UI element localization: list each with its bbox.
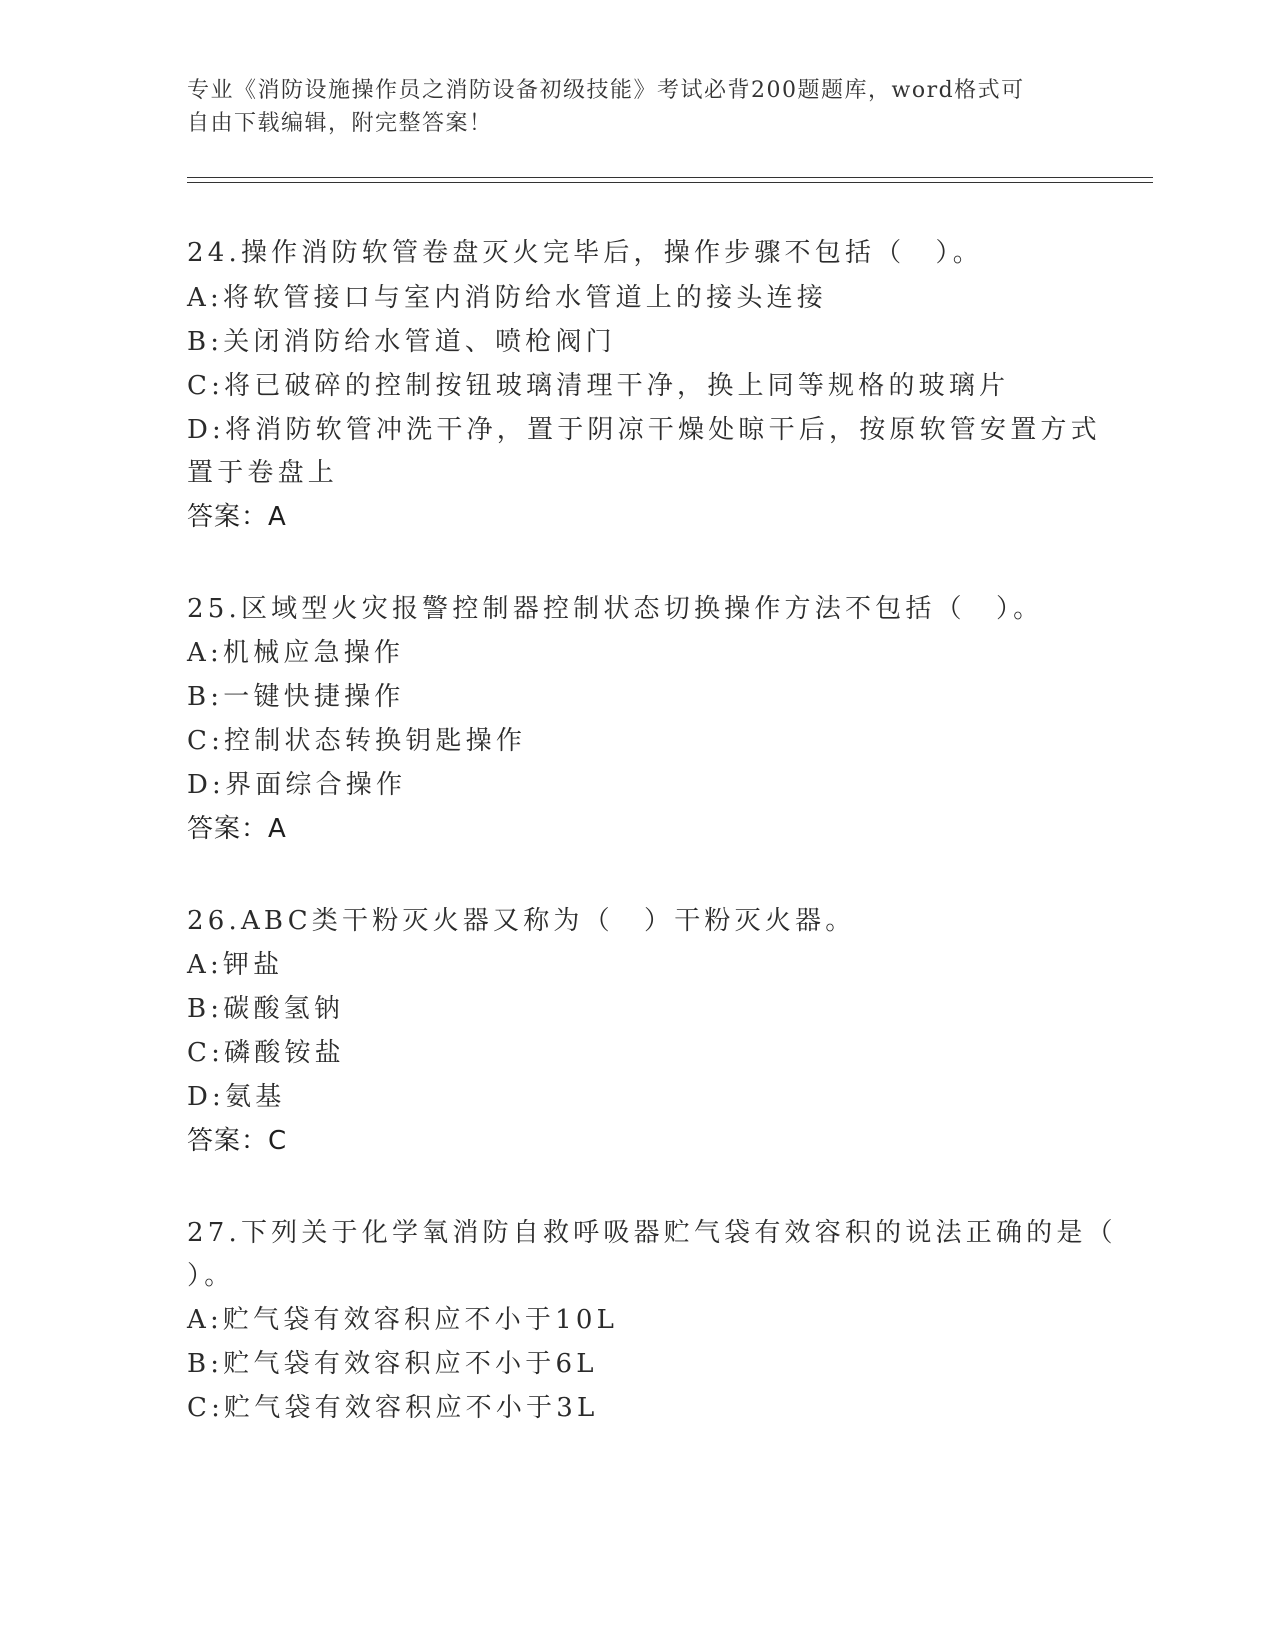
- question-24-option-d-continued: 置于卷盘上: [187, 458, 339, 488]
- question-24-option-a: A:将软管接口与室内消防给水管道上的接头连接: [187, 283, 827, 313]
- question-27-stem-continued: ）。: [187, 1261, 235, 1291]
- header-divider-top: [187, 177, 1153, 178]
- header-divider-bottom: [187, 182, 1153, 183]
- question-26-stem: 26.ABC类干粉灭火器又称为（ ）干粉灭火器。: [187, 906, 856, 936]
- header-line-1: 专业《消防设施操作员之消防设备初级技能》考试必背200题题库，word格式可: [187, 78, 1025, 103]
- question-26-option-d: D:氨基: [187, 1082, 286, 1112]
- document-header: [187, 74, 1067, 140]
- question-25-answer: 答案：A: [187, 814, 287, 844]
- question-27-option-b: B:贮气袋有效容积应不小于6L: [187, 1349, 598, 1379]
- question-25-option-a: A:机械应急操作: [187, 638, 405, 668]
- question-27-option-a: A:贮气袋有效容积应不小于10L: [187, 1305, 619, 1335]
- question-26-option-b: B:碳酸氢钠: [187, 994, 345, 1024]
- question-24-option-b: B:关闭消防给水管道、喷枪阀门: [187, 327, 616, 357]
- question-26-answer: 答案：C: [187, 1126, 288, 1156]
- question-27-option-c: C:贮气袋有效容积应不小于3L: [187, 1393, 599, 1423]
- question-25-option-d: D:界面综合操作: [187, 770, 407, 800]
- question-25-option-b: B:一键快捷操作: [187, 682, 405, 712]
- question-24-option-d: D:将消防软管冲洗干净，置于阴凉干燥处晾干后，按原软管安置方式: [187, 415, 1101, 445]
- header-line-2: 自由下载编辑，附完整答案！: [187, 111, 493, 136]
- question-26-option-c: C:磷酸铵盐: [187, 1038, 345, 1068]
- question-24-option-c: C:将已破碎的控制按钮玻璃清理干净，换上同等规格的玻璃片: [187, 371, 1010, 401]
- question-24-stem: 24.操作消防软管卷盘灭火完毕后，操作步骤不包括（ ）。: [187, 238, 983, 268]
- question-27-stem: 27.下列关于化学氧消防自救呼吸器贮气袋有效容积的说法正确的是（: [187, 1218, 1117, 1248]
- question-24-answer: 答案：A: [187, 502, 287, 532]
- question-26-option-a: A:钾盐: [187, 950, 284, 980]
- question-25-option-c: C:控制状态转换钥匙操作: [187, 726, 527, 756]
- question-25-stem: 25.区域型火灾报警控制器控制状态切换操作方法不包括（ ）。: [187, 594, 1044, 624]
